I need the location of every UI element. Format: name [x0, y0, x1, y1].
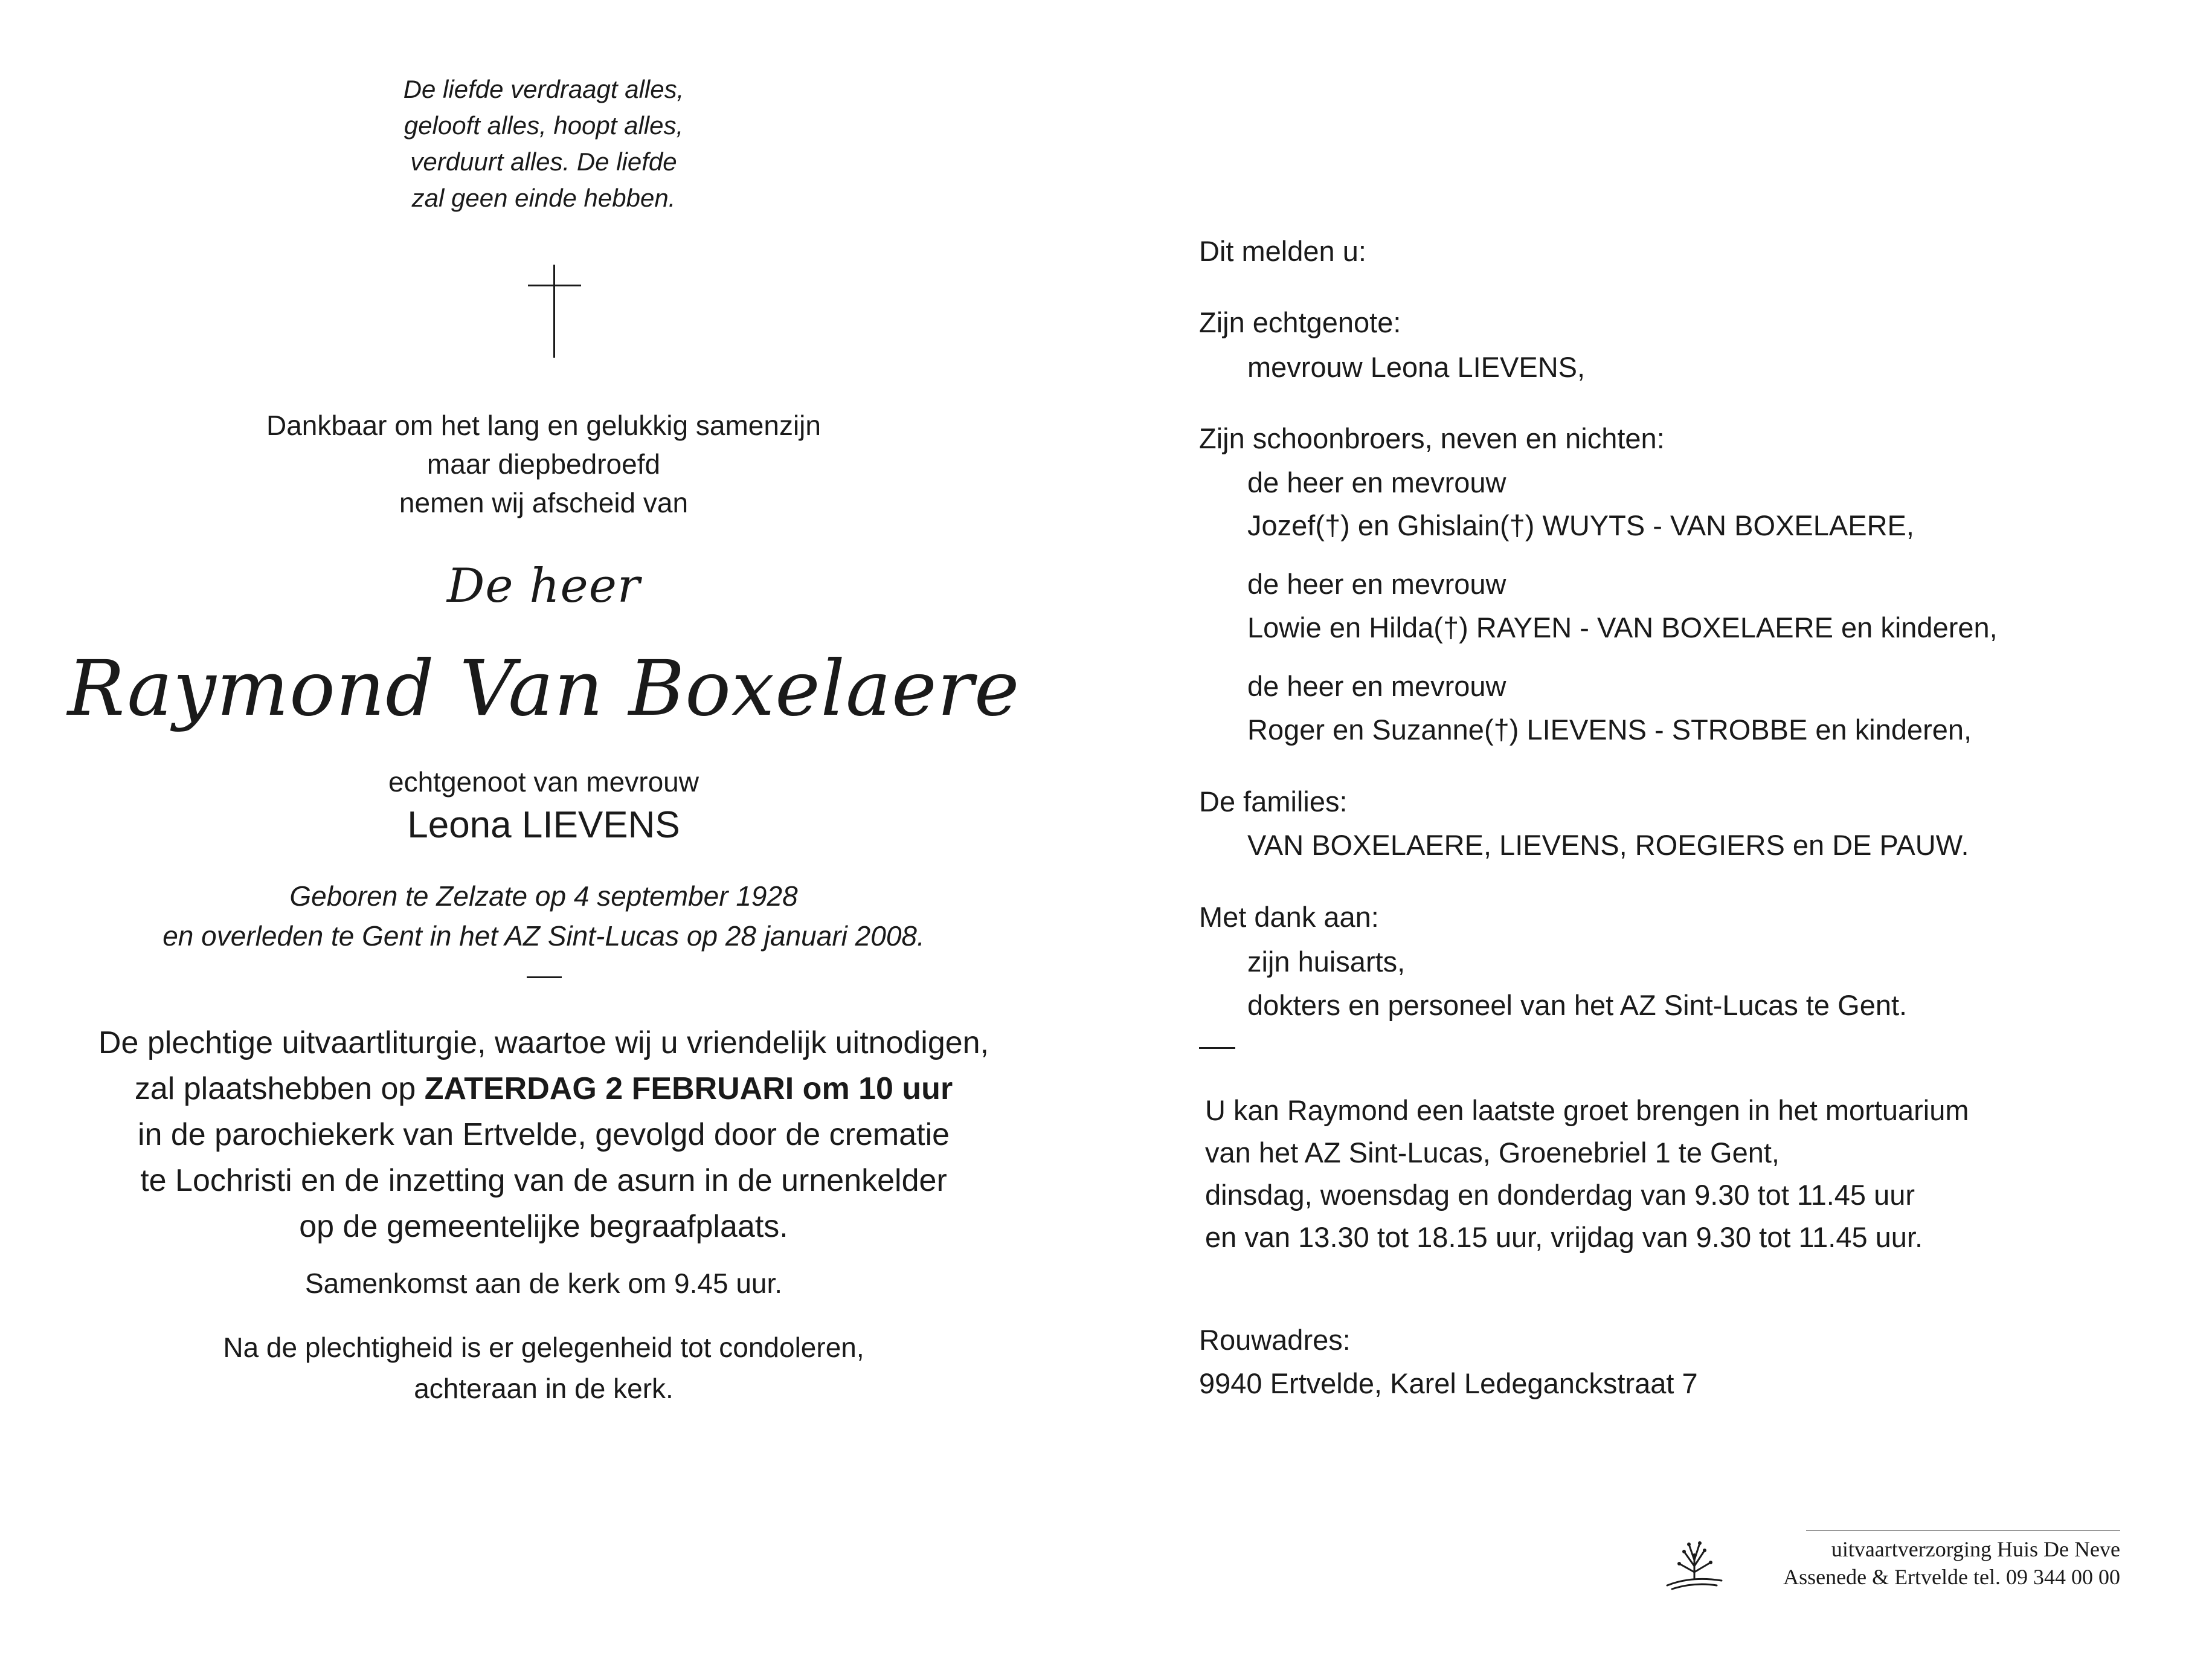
- address-value: 9940 Ertvelde, Karel Ledeganckstraat 7: [1199, 1367, 1698, 1399]
- visitation-line: van het AZ Sint-Lucas, Groenebriel 1 te Gent,: [1205, 1136, 1780, 1169]
- liturgy-date: ZATERDAG 2 FEBRUARI om 10 uur: [424, 1071, 953, 1106]
- undertaker-contact: Assenede & Ertvelde tel. 09 344 00 00: [1783, 1565, 2120, 1589]
- bible-quote: [0, 71, 1087, 216]
- spouse-intro: echtgenoot van mevrouw: [388, 766, 699, 798]
- liturgy-line: [0, 1066, 1087, 1112]
- gathering-text: Samenkomst aan de kerk om 9.45 uur.: [304, 1268, 783, 1299]
- divider: [527, 976, 562, 978]
- quote-line: zal geen einde hebben.: [411, 184, 676, 212]
- relative-entry: de heer en mevrouw: [1247, 568, 1506, 600]
- cross-icon: [528, 265, 581, 358]
- relative-entry: Lowie en Hilda(†) RAYEN - VAN BOXELAERE en kinderen,: [1247, 611, 1998, 643]
- spouse-entry: mevrouw Leona LIEVENS,: [1247, 351, 1586, 383]
- life-dates: [0, 876, 1087, 956]
- families-label: De families:: [1199, 785, 1348, 817]
- visitation-line: U kan Raymond een laatste groet brengen in het mortuarium: [1205, 1094, 1969, 1126]
- spouse-name: Leona LIEVENS: [407, 804, 680, 846]
- relative-entry: Roger en Suzanne(†) LIEVENS - STROBBE en kinderen,: [1247, 714, 1972, 746]
- relative-entry: Jozef(†) en Ghislain(†) WUYTS - VAN BOXELAERE,: [1247, 509, 1914, 541]
- divider: [1199, 1047, 1235, 1049]
- liturgy-text: [0, 1020, 1087, 1249]
- thanks-entry: zijn huisarts,: [1247, 946, 1406, 978]
- footer-rule: [1806, 1530, 2120, 1531]
- families-entry: VAN BOXELAERE, LIEVENS, ROEGIERS en DE PAUW.: [1247, 829, 1969, 861]
- condolences-line: Na de plechtigheid is er gelegenheid tot condoleren,: [223, 1332, 864, 1363]
- thanks-entry: dokters en personeel van het AZ Sint-Lucas te Gent.: [1247, 989, 1908, 1021]
- intro-line: Dankbaar om het lang en gelukkig samenzijn: [266, 410, 821, 441]
- announcement-header: Dit melden u:: [1199, 235, 1366, 267]
- birth-line: Geboren te Zelzate op 4 september 1928: [289, 880, 798, 912]
- visitation-line: dinsdag, woensdag en donderdag van 9.30 tot 11.45 uur: [1205, 1179, 1915, 1211]
- intro-line: maar diepbedroefd: [426, 448, 661, 480]
- intro-line: nemen wij afscheid van: [399, 487, 689, 518]
- quote-line: gelooft alles, hoopt alles,: [403, 111, 684, 140]
- quote-line: verduurt alles. De liefde: [410, 147, 677, 176]
- flower-sprig-icon: [1661, 1538, 1728, 1593]
- left-panel: [0, 0, 1087, 1670]
- condolences-text: [0, 1327, 1087, 1409]
- undertaker-name: uitvaartverzorging Huis De Neve: [1831, 1537, 2120, 1561]
- liturgy-line: in de parochiekerk van Ertvelde, gevolgd door de crematie: [137, 1117, 950, 1152]
- liturgy-prefix: zal plaatshebben op: [134, 1071, 425, 1106]
- liturgy-line: te Lochristi en de inzetting van de asurn in de urnenkelder: [140, 1163, 947, 1198]
- visitation-line: en van 13.30 tot 18.15 uur, vrijdag van 9.30 tot 11.45 uur.: [1205, 1221, 1923, 1253]
- spouse-label: Zijn echtgenote:: [1199, 306, 1401, 338]
- condolences-line: achteraan in de kerk.: [414, 1373, 674, 1404]
- deceased-name: Raymond Van Boxelaere: [67, 644, 1020, 733]
- right-panel: [1199, 0, 2178, 1670]
- liturgy-line: op de gemeentelijke begraafplaats.: [299, 1209, 788, 1244]
- undertaker-footer: [1649, 1530, 2120, 1596]
- address-label: Rouwadres:: [1199, 1324, 1351, 1356]
- salutation: De heer: [446, 559, 641, 613]
- relatives-label: Zijn schoonbroers, neven en nichten:: [1199, 422, 1665, 454]
- thanks-label: Met dank aan:: [1199, 901, 1379, 933]
- relative-entry: de heer en mevrouw: [1247, 670, 1506, 702]
- intro-text: [0, 406, 1087, 522]
- relative-entry: de heer en mevrouw: [1247, 466, 1506, 498]
- death-line: en overleden te Gent in het AZ Sint-Lucas op 28 januari 2008.: [162, 920, 925, 952]
- quote-line: De liefde verdraagt alles,: [403, 75, 684, 103]
- liturgy-line: De plechtige uitvaartliturgie, waartoe wij u vriendelijk uitnodigen,: [98, 1025, 989, 1060]
